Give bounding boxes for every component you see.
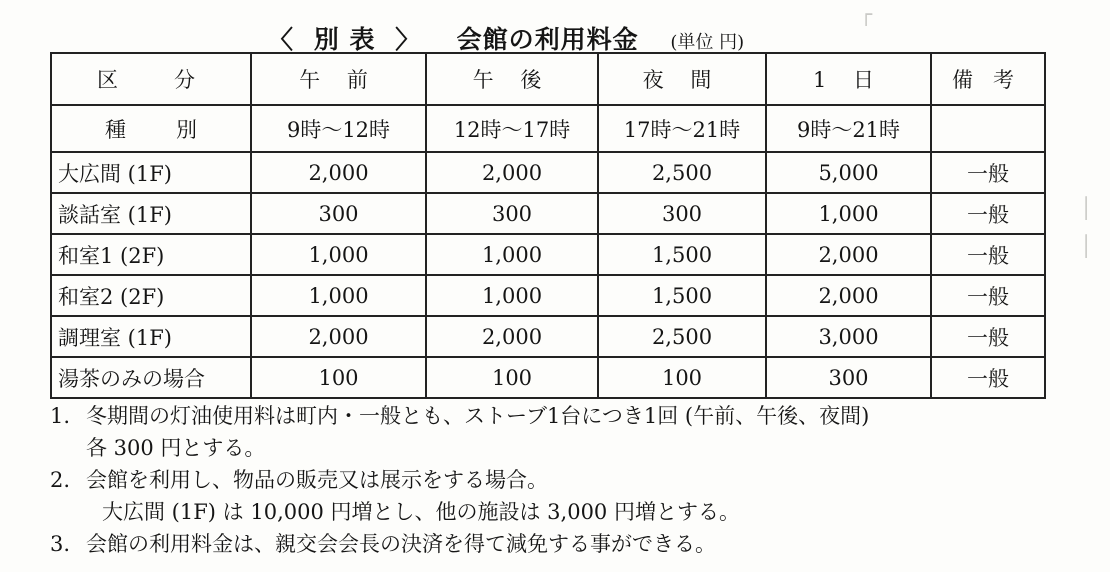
table-row <box>51 357 1045 398</box>
table-header-row <box>51 53 1045 105</box>
table-row <box>51 193 1045 234</box>
fee-fullday: 2,000 <box>766 234 931 275</box>
fee-table <box>50 52 1046 399</box>
note-item <box>50 464 1100 496</box>
note-item <box>50 400 1100 432</box>
fee-afternoon: 1,000 <box>426 234 598 275</box>
note-number: 1. <box>50 404 71 428</box>
room-name: 大広間 (1F) <box>51 152 251 193</box>
remark: 一般 <box>931 275 1045 316</box>
fee-morning: 300 <box>251 193 426 234</box>
header-period-evening: 夜 間 <box>598 53 766 105</box>
header-division: 区 分 <box>51 53 251 105</box>
fee-afternoon: 300 <box>426 193 598 234</box>
time-range-fullday: 9時〜21時 <box>766 105 931 152</box>
bleed-through-mark: │ <box>1080 234 1093 258</box>
fee-morning: 2,000 <box>251 152 426 193</box>
fee-evening: 1,500 <box>598 234 766 275</box>
title-main: 会館の利用料金 <box>456 25 639 54</box>
table-row <box>51 316 1045 357</box>
title-unit: (単位 円) <box>670 32 745 53</box>
fee-afternoon: 1,000 <box>426 275 598 316</box>
bleed-through-mark: ┌ <box>860 2 873 26</box>
title-open-bracket: 〈 <box>268 25 295 54</box>
note-text-continued: 大広間 (1F) は 10,000 円増とし、他の施設は 3,000 円増とする。 <box>102 500 740 524</box>
note-text-continued: 各 300 円とする。 <box>86 436 266 460</box>
remark: 一般 <box>931 357 1045 398</box>
remark: 一般 <box>931 193 1045 234</box>
room-name: 湯茶のみの場合 <box>51 357 251 398</box>
time-range-afternoon: 12時〜17時 <box>426 105 598 152</box>
fee-morning: 100 <box>251 357 426 398</box>
header-period-afternoon: 午 後 <box>426 53 598 105</box>
title-close-bracket: 〉 <box>395 25 422 54</box>
time-range-remarks <box>931 105 1045 152</box>
header-period-fullday: 1 日 <box>766 53 931 105</box>
table-row <box>51 275 1045 316</box>
notes-section <box>50 400 1100 560</box>
fee-fullday: 2,000 <box>766 275 931 316</box>
fee-evening: 2,500 <box>598 152 766 193</box>
type-label: 種 別 <box>51 105 251 152</box>
table-time-row <box>51 105 1045 152</box>
fee-afternoon: 2,000 <box>426 152 598 193</box>
table-row <box>51 152 1045 193</box>
header-remarks: 備 考 <box>931 53 1045 105</box>
remark: 一般 <box>931 234 1045 275</box>
time-range-evening: 17時〜21時 <box>598 105 766 152</box>
fee-morning: 1,000 <box>251 275 426 316</box>
remark: 一般 <box>931 152 1045 193</box>
header-period-morning: 午 前 <box>251 53 426 105</box>
note-number: 2. <box>50 468 71 492</box>
fee-morning: 1,000 <box>251 234 426 275</box>
note-text: 冬期間の灯油使用料は町内・一般とも、ストーブ1台につき1回 (午前、午後、夜間) <box>86 404 870 428</box>
fee-afternoon: 2,000 <box>426 316 598 357</box>
note-item <box>50 528 1100 560</box>
room-name: 談話室 (1F) <box>51 193 251 234</box>
fee-morning: 2,000 <box>251 316 426 357</box>
fee-evening: 2,500 <box>598 316 766 357</box>
bleed-through-mark: │ <box>1080 196 1093 220</box>
note-number: 3. <box>50 532 71 556</box>
fee-fullday: 1,000 <box>766 193 931 234</box>
room-name: 調理室 (1F) <box>51 316 251 357</box>
fee-fullday: 300 <box>766 357 931 398</box>
fee-fullday: 3,000 <box>766 316 931 357</box>
fee-evening: 100 <box>598 357 766 398</box>
time-range-morning: 9時〜12時 <box>251 105 426 152</box>
note-text: 会館を利用し、物品の販売又は展示をする場合。 <box>86 468 548 492</box>
room-name: 和室2 (2F) <box>51 275 251 316</box>
room-name: 和室1 (2F) <box>51 234 251 275</box>
title-label: 別 表 <box>313 25 376 54</box>
fee-fullday: 5,000 <box>766 152 931 193</box>
table-row <box>51 234 1045 275</box>
fee-afternoon: 100 <box>426 357 598 398</box>
note-text: 会館の利用料金は、親交会会長の決済を得て減免する事ができる。 <box>86 532 716 556</box>
fee-evening: 1,500 <box>598 275 766 316</box>
remark: 一般 <box>931 316 1045 357</box>
page-title <box>268 20 828 54</box>
fee-evening: 300 <box>598 193 766 234</box>
